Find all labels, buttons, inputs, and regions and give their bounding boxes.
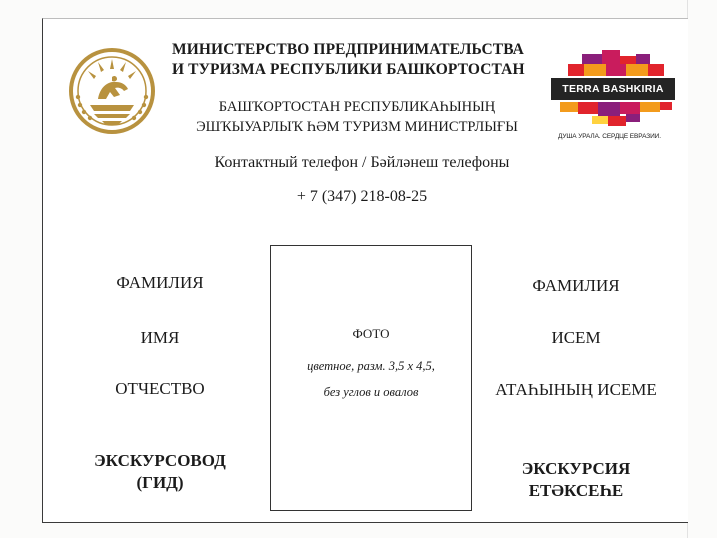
right-patronymic-label: АТАҺЫНЫҢ ИСЕМЕ xyxy=(495,380,657,399)
terra-bashkiria-logo xyxy=(546,46,686,146)
logo-slogan: ДУША УРАЛА. СЕРДЦЕ ЕВРАЗИИ. xyxy=(558,133,661,140)
left-patronymic-label: ОТЧЕСТВО xyxy=(115,379,205,398)
right-surname-label: ФАМИЛИЯ xyxy=(532,276,620,295)
ministry-title-ru-line2: И ТУРИЗМА РЕСПУБЛИКИ БАШКОРТОСТАН xyxy=(172,61,525,78)
contact-phone-label: Контактный телефон / Бәйләнеш телефоны xyxy=(214,154,510,171)
photo-note-line1: цветное, разм. 3,5 х 4,5, xyxy=(307,359,435,373)
left-role-line1: ЭКСКУРСОВОД xyxy=(94,451,226,470)
photo-label: ФОТО xyxy=(352,326,390,341)
photo-placeholder-frame xyxy=(270,245,472,511)
ministry-title-ru xyxy=(172,40,542,80)
left-role-line2: (ГИД) xyxy=(136,473,184,492)
logo-brand-text: TERRA BASHKIRIA xyxy=(551,78,675,100)
ministry-title-ba-line1: БАШҠОРТОСТАН РЕСПУБЛИКАҺЫНЫҢ xyxy=(218,99,496,115)
photo-requirements-note xyxy=(271,353,471,405)
left-role-label xyxy=(70,450,250,494)
left-name-label: ИМЯ xyxy=(140,328,180,347)
photo-note-line2: без углов и овалов xyxy=(323,385,419,399)
right-role-label xyxy=(476,458,676,502)
coat-of-arms-emblem xyxy=(68,47,156,135)
right-name-label: ИСЕМ xyxy=(551,328,601,347)
ministry-title-ru-line1: МИНИСТЕРСТВО ПРЕДПРИНИМАТЕЛЬСТВА xyxy=(172,41,524,58)
right-role-line1: ЭКСКУРСИЯ xyxy=(521,459,631,478)
right-role-line2: ЕТӘКСЕҺЕ xyxy=(528,481,624,500)
contact-phone-number: + 7 (347) 218-08-25 xyxy=(296,188,428,205)
left-surname-label: ФАМИЛИЯ xyxy=(116,273,204,292)
ministry-title-ba-line2: ЭШҠЫУАРЛЫҠ ҺӘМ ТУРИЗМ МИНИСТРЛЫҒЫ xyxy=(196,119,518,135)
ministry-title-ba xyxy=(172,97,542,137)
